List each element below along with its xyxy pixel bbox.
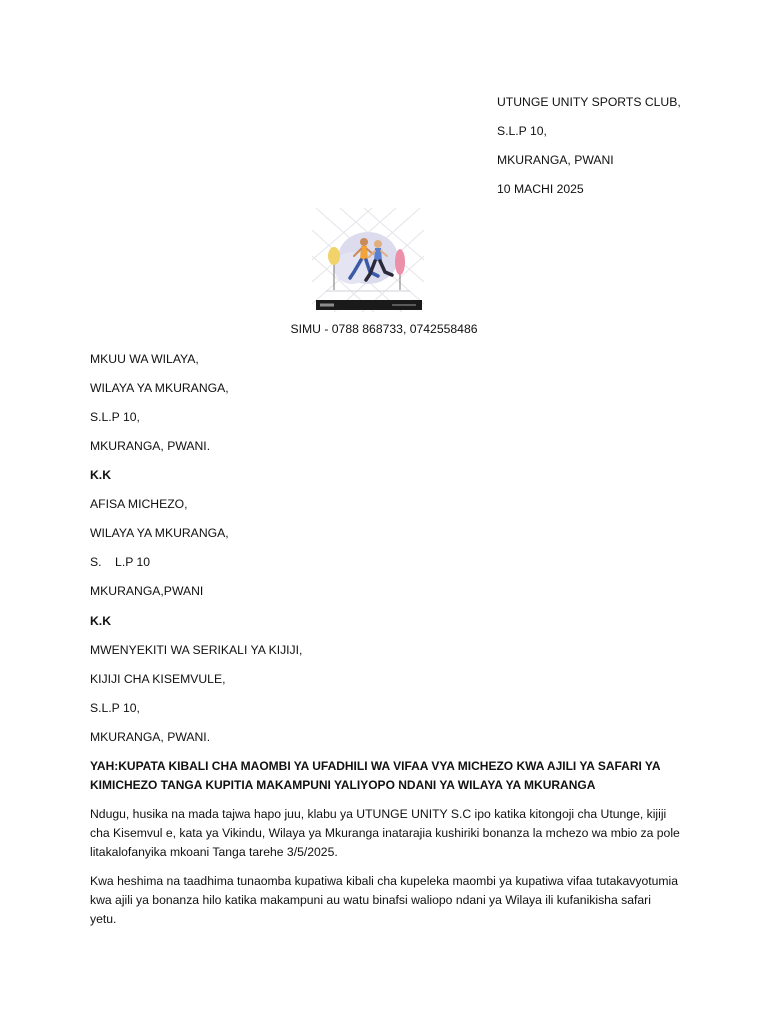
recipient1-location: MKURANGA, PWANI. [90, 439, 211, 453]
recipient3-village: KIJIJI CHA KISEMVULE, [90, 672, 226, 686]
recipient2-district: WILAYA YA MKURANGA, [90, 526, 229, 540]
body-paragraph: Ndugu, husika na mada tajwa hapo juu, klabu ya UTUNGE UNITY S.C ipo katika kitongoji cha Utunge, kijiji cha Kisemvul e, kata ya Vikindu, Wilaya ya Mkuranga inatarajia kushiriki bonanza la mchezo wa mbio za pole litakalofanyika mkoani Tanga tarehe 3/5/2025. [90, 807, 680, 859]
recipient2-location: MKURANGA,PWANI [90, 584, 204, 598]
recipient3-box: S.L.P 10, [90, 701, 140, 715]
recipient3-location: MKURANGA, PWANI. [90, 730, 211, 744]
recipient2-box: S. L.P 10 [90, 555, 151, 569]
club-logo [312, 208, 424, 312]
recipient2-title: AFISA MICHEZO, [90, 497, 188, 511]
sender-location: MKURANGA, PWANI [497, 153, 614, 167]
sender-name: UTUNGE UNITY SPORTS CLUB, [497, 95, 681, 109]
sender-box: S.L.P 10, [497, 124, 547, 138]
recipient1-district: WILAYA YA MKURANGA, [90, 381, 229, 395]
letter-date: 10 MACHI 2025 [497, 182, 584, 196]
recipient1-title: MKUU WA WILAYA, [90, 352, 199, 366]
cc-label: K.K [90, 468, 111, 482]
cc-label: K.K [90, 614, 111, 628]
runners-illustration-icon [312, 208, 424, 312]
phone-numbers: SIMU - 0788 868733, 0742558486 [290, 322, 478, 336]
recipient1-box: S.L.P 10, [90, 410, 140, 424]
body-paragraph: Kwa heshima na taadhima tunaomba kupatiwa kibali cha kupeleka maombi ya kupatiwa vifaa tutakavyotumia kwa ajili ya bonanza hilo katika makampuni au watu binafsi waliopo ndani ya Wilaya ili kufanikisha safari yetu. [90, 874, 679, 926]
subject-line: YAH:KUPATA KIBALI CHA MAOMBI YA UFADHILI WA VIFAA VYA MICHEZO KWA AJILI YA SAFARI YA KIMICHEZO TANGA KUPITIA MAKAMPUNI YALIYOPO NDANI YA WILAYA YA MKURANGA [90, 759, 661, 792]
recipient3-title: MWENYEKITI WA SERIKALI YA KIJIJI, [90, 643, 303, 657]
